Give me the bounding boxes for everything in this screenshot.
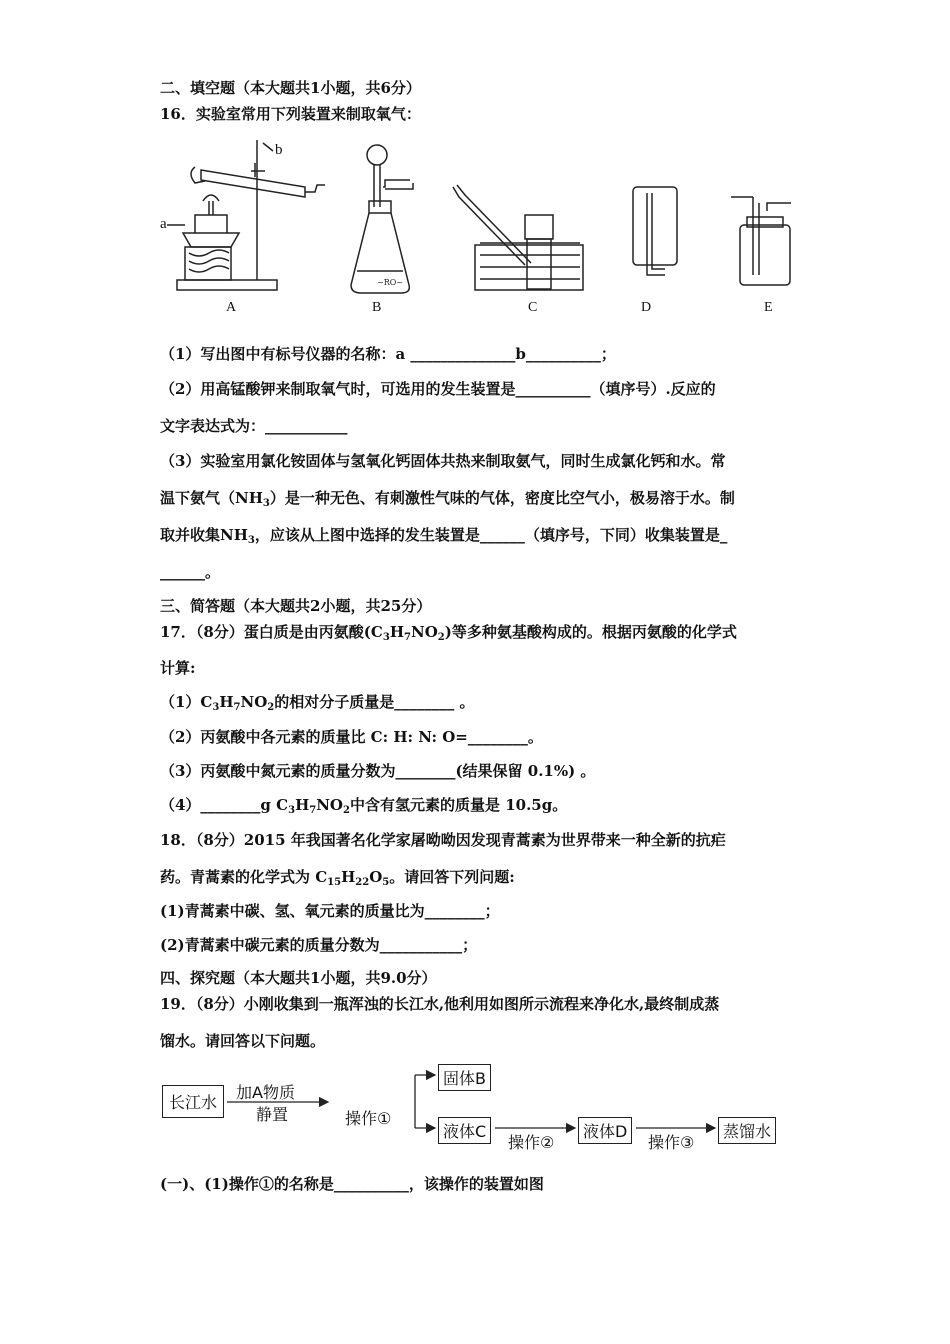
label-a: a <box>160 216 167 232</box>
q16-part3-line2: 温下氨气$(NH_3)$是一种无色、有刺激性气味的气体，密度比空气小，极易溶于水。制 <box>160 489 735 509</box>
q16-part2-line2: 文字表达式为：___________ <box>160 417 348 435</box>
flow-box-changjiang: 长江水 <box>162 1085 224 1118</box>
label-b-pointer <box>263 143 273 151</box>
apparatus-e <box>731 197 791 285</box>
flow-box-distilled: 蒸馏水 <box>718 1117 776 1144</box>
q18-part1: (1)青蒿素中碳、氢、氧元素的质量比为________； <box>160 902 500 920</box>
q16-apparatus-figure <box>155 135 805 325</box>
q19-stem-line2: 馏水。请回答以下问题。 <box>160 1032 326 1050</box>
flow-label-settle: 静置 <box>256 1105 289 1124</box>
label-b: b <box>275 142 283 158</box>
q17-part2: （2）丙氨酸中各元素的质量比 C: H: N: O=________。 <box>160 728 543 746</box>
apparatus-a <box>167 140 325 290</box>
q18-part2: (2)青蒿素中碳元素的质量分数为___________； <box>160 936 478 954</box>
flow-label-op2: 操作② <box>508 1133 555 1152</box>
caption-b: B <box>372 300 382 315</box>
flow-label-op3: 操作③ <box>648 1133 695 1152</box>
section-title-short: 三、简答题（本大题共2小题，共25分） <box>160 597 432 615</box>
q16-part1: （1）写出图中有标号仪器的名称：a ______________b__________； <box>160 345 616 363</box>
apparatus-d <box>633 187 677 275</box>
flow-label-op1: 操作① <box>345 1109 392 1128</box>
apparatus-c <box>453 185 583 290</box>
q17-part3: （3）丙氨酸中氮元素的质量分数为________(结果保留 0.1%) 。 <box>160 762 596 780</box>
q16-part3-line3: 取并收集$NH_3$，应该从上图中选择的发生装置是______（填序号，下同）收集装置是_ <box>160 526 728 546</box>
caption-d: D <box>641 300 652 315</box>
flow-box-liquid-c: 液体C <box>438 1117 491 1144</box>
section-title-explore: 四、探究题（本大题共1小题，共9.0分） <box>160 969 437 987</box>
apparatus-b <box>351 145 413 293</box>
q16-part3-line4: ______。 <box>160 563 221 581</box>
flow-box-liquid-d: 液体D <box>578 1117 632 1144</box>
q16-stem: 16．实验室常用下列装置来制取氧气： <box>160 105 421 123</box>
caption-e: E <box>764 300 773 315</box>
q16-part2-line1: （2）用高锰酸钾来制取氧气时，可选用的发生装置是__________（填序号）.反应的 <box>160 380 716 398</box>
q19-part1: (一)、(1)操作①的名称是__________，该操作的装置如图 <box>160 1175 544 1193</box>
q17-stem: 17．（8分）蛋白质是由丙氨酸$(C_3H_7NO_2)$等多种氨基酸构成的。根据丙氨酸的化学式 <box>160 623 737 643</box>
flow-label-add-a: 加A物质 <box>236 1083 295 1102</box>
caption-a: A <box>226 300 237 315</box>
q17-part4: （4）________g $C_3H_7NO_2$中含有氢元素的质量是 10.5g。 <box>160 796 568 816</box>
q19-stem: 19．（8分）小刚收集到一瓶浑浊的长江水,他利用如图所示流程来净化水,最终制成蒸 <box>160 995 720 1013</box>
q18-stem-line2: 药。青蒿素的化学式为 $C_{15}H_{22}O_5$。请回答下列问题: <box>160 868 515 888</box>
q17-part1: $(1)C_3H_7NO_2$的相对分子质量是________ 。 <box>160 693 475 713</box>
section-title-fill: 二、填空题（本大题共1小题，共6分） <box>160 79 421 97</box>
q18-stem: 18．（8分）2015 年我国著名化学家屠呦呦因发现青蒿素为世界带来一种全新的抗疟 <box>160 831 726 849</box>
q16-part3-line1: （3）实验室用氯化铵固体与氢氧化钙固体共热来制取氨气，同时生成氯化钙和水。常 <box>160 452 726 470</box>
svg-text:~RO~: ~RO~ <box>377 278 403 287</box>
q17-stem-line2: 计算: <box>160 659 196 677</box>
caption-c: C <box>528 300 538 315</box>
flow-box-solid-b: 固体B <box>438 1064 491 1091</box>
